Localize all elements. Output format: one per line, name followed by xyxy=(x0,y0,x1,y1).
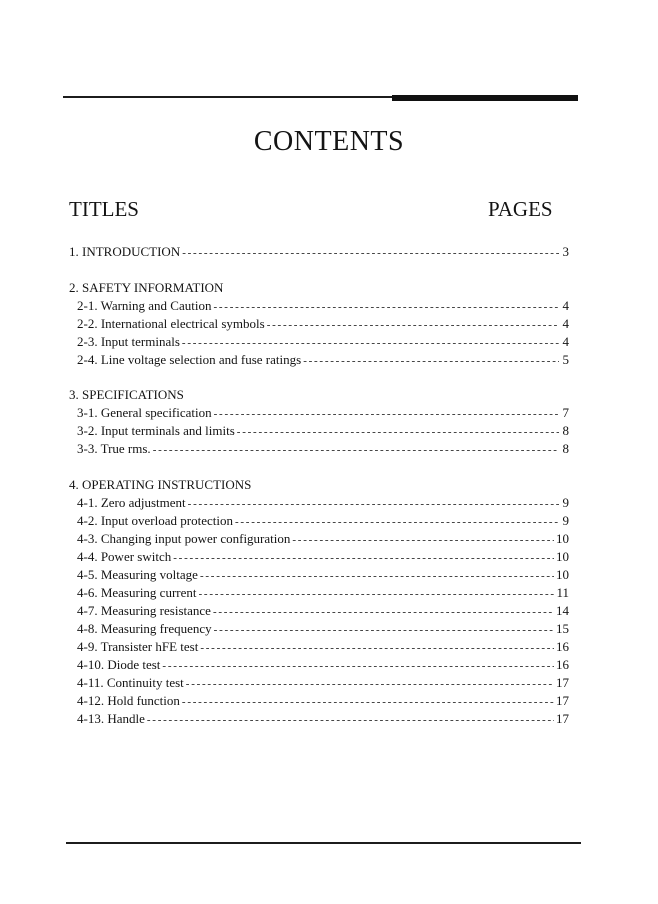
toc-entry-label: 4-10. Diode test xyxy=(77,657,161,672)
toc-entry[interactable] xyxy=(77,657,569,673)
dot-leader xyxy=(213,604,554,620)
toc-entry[interactable] xyxy=(77,585,569,601)
dot-leader xyxy=(186,676,554,692)
toc-entry-page: 4 xyxy=(562,298,569,313)
toc-entry-page: 9 xyxy=(562,513,569,528)
dot-leader xyxy=(182,245,559,261)
toc-entry-page: 8 xyxy=(562,441,569,456)
dot-leader xyxy=(162,658,554,674)
toc-entry[interactable] xyxy=(77,639,569,655)
toc-entry-label: 4-12. Hold function xyxy=(77,693,180,708)
dot-leader xyxy=(147,712,554,728)
toc-entry[interactable] xyxy=(77,675,569,691)
toc-entry[interactable] xyxy=(77,603,569,619)
section-heading-safety: 2. SAFETY INFORMATION xyxy=(69,280,224,295)
dot-leader xyxy=(182,335,559,351)
toc-entry-label: 2-3. Input terminals xyxy=(77,334,180,349)
toc-entry-label: 2-4. Line voltage selection and fuse ratings xyxy=(77,352,302,367)
top-rule-thick xyxy=(392,95,578,101)
dot-leader xyxy=(200,640,554,656)
toc-entry[interactable] xyxy=(77,423,569,439)
dot-leader xyxy=(267,317,559,333)
top-rule-thin xyxy=(63,96,393,98)
toc-entry-label: 4-1. Zero adjustment xyxy=(77,495,186,510)
titles-column-header: TITLES xyxy=(69,197,139,221)
toc-entry-page: 17 xyxy=(556,675,569,690)
toc-entry[interactable] xyxy=(77,352,569,368)
toc-entry-page: 9 xyxy=(562,495,569,510)
dot-leader xyxy=(303,353,559,369)
toc-entry-page: 11 xyxy=(556,585,569,600)
dot-leader xyxy=(182,694,554,710)
toc-entry[interactable] xyxy=(77,334,569,350)
dot-leader xyxy=(153,442,559,458)
toc-entry-page: 5 xyxy=(562,352,569,367)
toc-entry-page: 4 xyxy=(562,334,569,349)
toc-entry-label: 4-5. Measuring voltage xyxy=(77,567,198,582)
toc-entry-page: 14 xyxy=(556,603,569,618)
dot-leader xyxy=(235,514,559,530)
toc-entry[interactable] xyxy=(77,495,569,511)
toc-entry-label: 2-2. International electrical symbols xyxy=(77,316,265,331)
dot-leader xyxy=(214,622,554,638)
toc-entry-label: 2-1. Warning and Caution xyxy=(77,298,212,313)
toc-entry-page: 8 xyxy=(562,423,569,438)
toc-entry-label: 4-13. Handle xyxy=(77,711,145,726)
toc-entry-page: 15 xyxy=(556,621,569,636)
dot-leader xyxy=(213,299,559,315)
toc-entry-page: 17 xyxy=(556,693,569,708)
dot-leader xyxy=(188,496,559,512)
toc-entry-label: 3-1. General specification xyxy=(77,405,212,420)
section-heading-specifications: 3. SPECIFICATIONS xyxy=(69,387,184,402)
toc-entry-label: 4-6. Measuring current xyxy=(77,585,197,600)
toc-entry-label: 3-3. True rms. xyxy=(77,441,151,456)
toc-entry-label: 4-4. Power switch xyxy=(77,549,172,564)
toc-entry-page: 4 xyxy=(562,316,569,331)
dot-leader xyxy=(200,568,554,584)
toc-entry-page: 10 xyxy=(556,567,569,582)
toc-entry-page: 7 xyxy=(562,405,569,420)
dot-leader xyxy=(173,550,554,566)
dot-leader xyxy=(237,424,559,440)
toc-entry-label: 4-8. Measuring frequency xyxy=(77,621,212,636)
toc-entry-label: 4-2. Input overload protection xyxy=(77,513,233,528)
pages-column-header: PAGES xyxy=(488,197,553,221)
toc-entry-label: 4-7. Measuring resistance xyxy=(77,603,211,618)
toc-entry[interactable] xyxy=(77,316,569,332)
toc-entry-label: 4-3. Changing input power configuration xyxy=(77,531,291,546)
toc-entry-label: 4-11. Continuity test xyxy=(77,675,184,690)
toc-entry[interactable] xyxy=(77,531,569,547)
dot-leader xyxy=(214,406,559,422)
toc-entry[interactable] xyxy=(77,549,569,565)
toc-entry-label: 3-2. Input terminals and limits xyxy=(77,423,235,438)
toc-entry[interactable] xyxy=(77,567,569,583)
bottom-rule xyxy=(66,842,581,844)
toc-entry[interactable] xyxy=(77,711,569,727)
toc-entry[interactable] xyxy=(77,513,569,529)
toc-entry[interactable] xyxy=(77,441,569,457)
toc-entry-page: 17 xyxy=(556,711,569,726)
toc-entry-page: 3 xyxy=(562,244,569,259)
toc-entry[interactable] xyxy=(77,621,569,637)
toc-entry[interactable] xyxy=(77,693,569,709)
section-heading-operating-instructions: 4. OPERATING INSTRUCTIONS xyxy=(69,477,252,492)
toc-entry-page: 16 xyxy=(556,657,569,672)
toc-entry-label: 1. INTRODUCTION xyxy=(69,244,181,259)
dot-leader xyxy=(199,586,555,602)
toc-entry-page: 10 xyxy=(556,549,569,564)
toc-entry[interactable] xyxy=(77,405,569,421)
toc-entry-page: 10 xyxy=(556,531,569,546)
toc-entry-page: 16 xyxy=(556,639,569,654)
page-title: CONTENTS xyxy=(253,126,405,157)
toc-entry-label: 4-9. Transister hFE test xyxy=(77,639,199,654)
toc-entry[interactable] xyxy=(77,298,569,314)
dot-leader xyxy=(292,532,554,548)
toc-entry-introduction[interactable] xyxy=(69,244,569,260)
